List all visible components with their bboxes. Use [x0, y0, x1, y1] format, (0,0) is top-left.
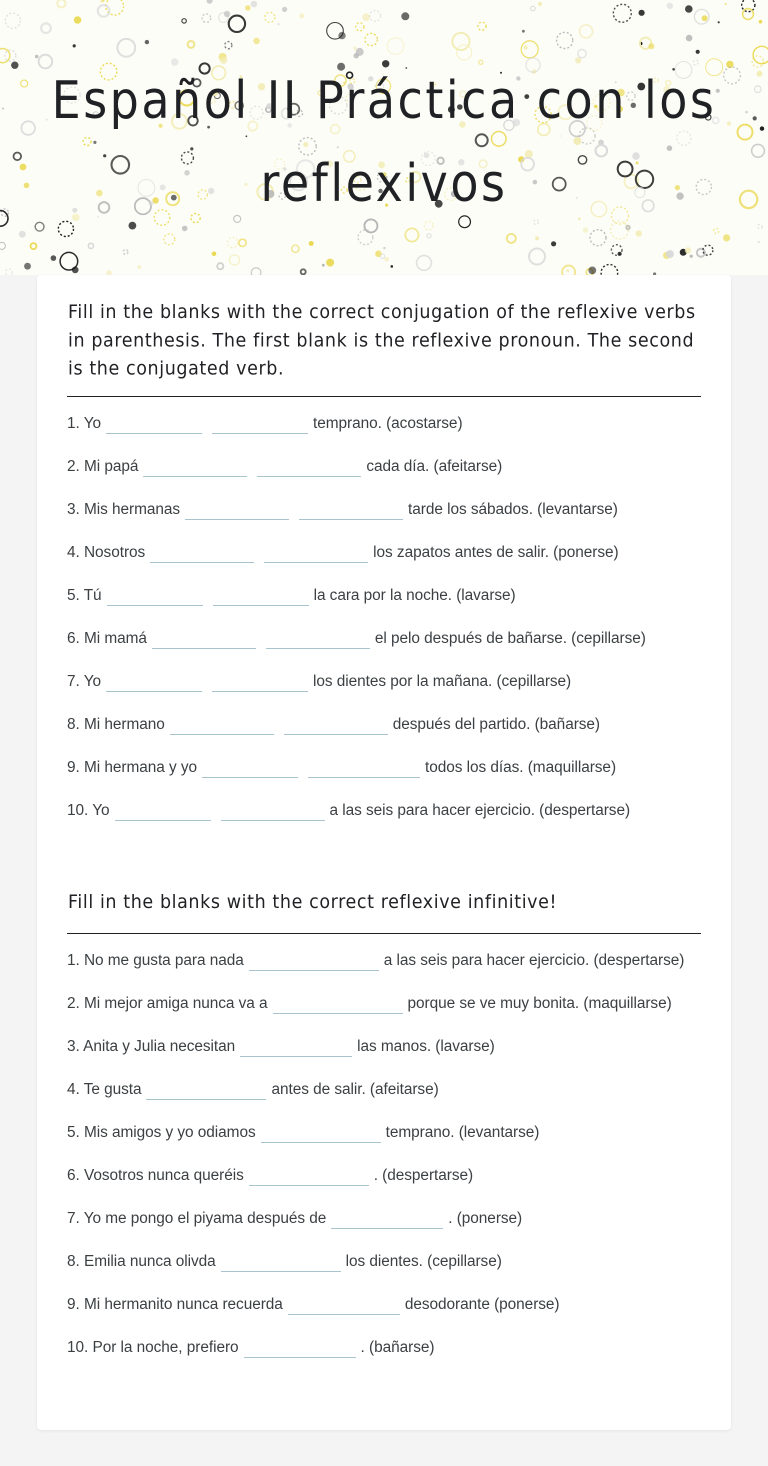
question-item	[67, 1033, 701, 1061]
question-item	[67, 668, 701, 696]
question-text-before: Te gusta	[83, 1080, 142, 1098]
question-text-before: Yo	[83, 672, 102, 690]
question-number: 6.	[67, 1166, 80, 1184]
section-1-divider	[67, 396, 701, 397]
question-number: 2.	[67, 457, 80, 475]
question-text-after: desodorante (ponerse)	[404, 1295, 560, 1313]
section-1-instructions: Fill in the blanks with the correct conjugation of the reflexive verbs in parenthesis. The first blank is the reflexive pronoun. The second is the conjugated verb.	[68, 302, 696, 380]
question-number: 10.	[67, 1338, 89, 1356]
question-text-before: Mis amigos y yo odiamos	[83, 1123, 256, 1141]
question-text-after: los zapatos antes de salir. (ponerse)	[373, 543, 619, 561]
question-item	[67, 1334, 701, 1362]
answer-blank[interactable]	[106, 677, 202, 692]
question-item	[67, 410, 701, 438]
question-text-before: No me gusta para nada	[83, 951, 244, 969]
question-text-before: Por la noche, prefiero	[92, 1338, 239, 1356]
question-item	[67, 453, 701, 481]
question-number: 9.	[67, 759, 80, 777]
question-item	[67, 990, 701, 1018]
question-text-before: Yo	[83, 414, 102, 432]
question-text-before: Yo me pongo el piyama después de	[83, 1209, 327, 1227]
question-number: 1.	[67, 951, 80, 969]
question-item	[67, 539, 701, 567]
question-text-after: los dientes. (cepillarse)	[345, 1252, 502, 1270]
answer-blank[interactable]	[115, 806, 211, 821]
question-item	[67, 1076, 701, 1104]
question-text-after: . (bañarse)	[360, 1338, 435, 1356]
question-item	[67, 797, 701, 825]
question-text-after: . (despertarse)	[373, 1166, 474, 1184]
section-conjugation	[67, 299, 701, 825]
question-item	[67, 754, 701, 782]
question-item	[67, 496, 701, 524]
question-text-before: Mi hermanito nunca recuerda	[83, 1295, 283, 1313]
question-text-after: a las seis para hacer ejercicio. (despertarse)	[329, 802, 631, 820]
answer-blank[interactable]	[331, 1214, 443, 1229]
worksheet-title: Español II Práctica con los reflexivos	[51, 70, 717, 213]
question-number: 4.	[67, 543, 80, 561]
answer-blank[interactable]	[299, 505, 403, 520]
question-text-before: Mi hermano	[83, 716, 165, 733]
answer-blank[interactable]	[150, 548, 254, 563]
question-text-before: Yo	[92, 802, 110, 820]
question-text-before: Vosotros nunca queréis	[83, 1166, 244, 1184]
question-number: 7.	[67, 1209, 80, 1227]
question-text-before: Mis hermanas	[83, 500, 181, 518]
answer-blank[interactable]	[221, 1257, 341, 1272]
question-text-after: antes de salir. (afeitarse)	[271, 1080, 439, 1098]
question-text-after: porque se ve muy bonita. (maquillarse)	[407, 994, 672, 1012]
question-number: 5.	[67, 1123, 80, 1141]
answer-blank[interactable]	[212, 419, 308, 434]
answer-blank[interactable]	[249, 1171, 369, 1186]
question-text-after: todos los días. (maquillarse)	[425, 759, 617, 777]
question-number: 7.	[67, 672, 80, 690]
question-item	[67, 1205, 701, 1233]
answer-blank[interactable]	[244, 1343, 356, 1358]
question-item	[67, 1162, 701, 1190]
question-text-before: Tú	[83, 586, 102, 604]
answer-blank[interactable]	[257, 462, 361, 477]
section-1-question-list	[67, 410, 701, 825]
answer-blank[interactable]	[261, 1128, 381, 1143]
question-text-after: . (ponerse)	[448, 1209, 523, 1227]
question-text-before: Mi mamá	[83, 629, 147, 647]
question-text-after: tarde los sábados. (levantarse)	[408, 500, 618, 518]
answer-blank[interactable]	[185, 505, 289, 520]
section-2-divider	[67, 933, 701, 934]
question-text-after: temprano. (levantarse)	[385, 1123, 540, 1141]
worksheet-header-banner	[0, 0, 768, 275]
question-item	[67, 625, 701, 653]
answer-blank[interactable]	[106, 419, 202, 434]
question-text-before: Mi hermana y yo	[83, 759, 197, 777]
section-infinitive	[67, 889, 701, 1362]
question-item	[67, 1291, 701, 1319]
question-number: 1.	[67, 414, 80, 432]
banner-title-container	[0, 60, 768, 213]
question-item	[67, 1119, 701, 1147]
question-item	[67, 1248, 701, 1276]
question-number: 6.	[67, 629, 80, 647]
question-item	[67, 711, 701, 739]
question-number: 4.	[67, 1080, 80, 1098]
question-text-after: los dientes por la mañana. (cepillarse)	[313, 672, 572, 690]
question-number: 2.	[67, 994, 80, 1012]
question-number: 8.	[67, 1252, 80, 1270]
answer-blank[interactable]	[308, 763, 420, 778]
answer-blank[interactable]	[146, 1085, 266, 1100]
worksheet-card	[37, 275, 731, 1430]
answer-blank[interactable]	[212, 677, 308, 692]
question-number: 3.	[67, 1037, 80, 1055]
answer-blank[interactable]	[266, 634, 370, 649]
question-text-after: después del partido. (bañarse)	[392, 716, 601, 733]
question-number: 10.	[67, 802, 89, 820]
answer-blank[interactable]	[284, 720, 388, 735]
section-2-instructions: Fill in the blanks with the correct reflexive infinitive!	[68, 892, 558, 914]
question-text-after: a las seis para hacer ejercicio. (despertarse)	[383, 951, 685, 969]
answer-blank[interactable]	[273, 999, 403, 1014]
question-text-before: Nosotros	[83, 543, 146, 561]
answer-blank[interactable]	[240, 1042, 352, 1057]
section-2-question-list	[67, 947, 701, 1362]
answer-blank[interactable]	[288, 1300, 400, 1315]
question-text-after: las manos. (lavarse)	[357, 1037, 495, 1055]
answer-blank[interactable]	[213, 591, 309, 606]
question-text-after: la cara por la noche. (lavarse)	[313, 586, 516, 604]
answer-blank[interactable]	[107, 591, 203, 606]
question-number: 9.	[67, 1295, 80, 1313]
answer-blank[interactable]	[264, 548, 368, 563]
question-text-after: cada día. (afeitarse)	[366, 457, 503, 475]
answer-blank[interactable]	[202, 763, 298, 778]
answer-blank[interactable]	[143, 462, 247, 477]
question-text-before: Anita y Julia necesitan	[83, 1037, 236, 1055]
answer-blank[interactable]	[249, 956, 379, 971]
question-text-before: Mi papá	[83, 457, 139, 475]
question-number: 8.	[67, 716, 80, 733]
question-text-before: Emilia nunca olivda	[83, 1252, 216, 1270]
answer-blank[interactable]	[170, 720, 274, 735]
question-number: 5.	[67, 586, 80, 604]
question-number: 3.	[67, 500, 80, 518]
question-text-after: el pelo después de bañarse. (cepillarse)	[374, 629, 646, 647]
question-text-after: temprano. (acostarse)	[313, 414, 463, 432]
answer-blank[interactable]	[152, 634, 256, 649]
question-item	[67, 947, 701, 975]
question-text-before: Mi mejor amiga nunca va a	[83, 994, 268, 1012]
answer-blank[interactable]	[221, 806, 325, 821]
question-item	[67, 582, 701, 610]
